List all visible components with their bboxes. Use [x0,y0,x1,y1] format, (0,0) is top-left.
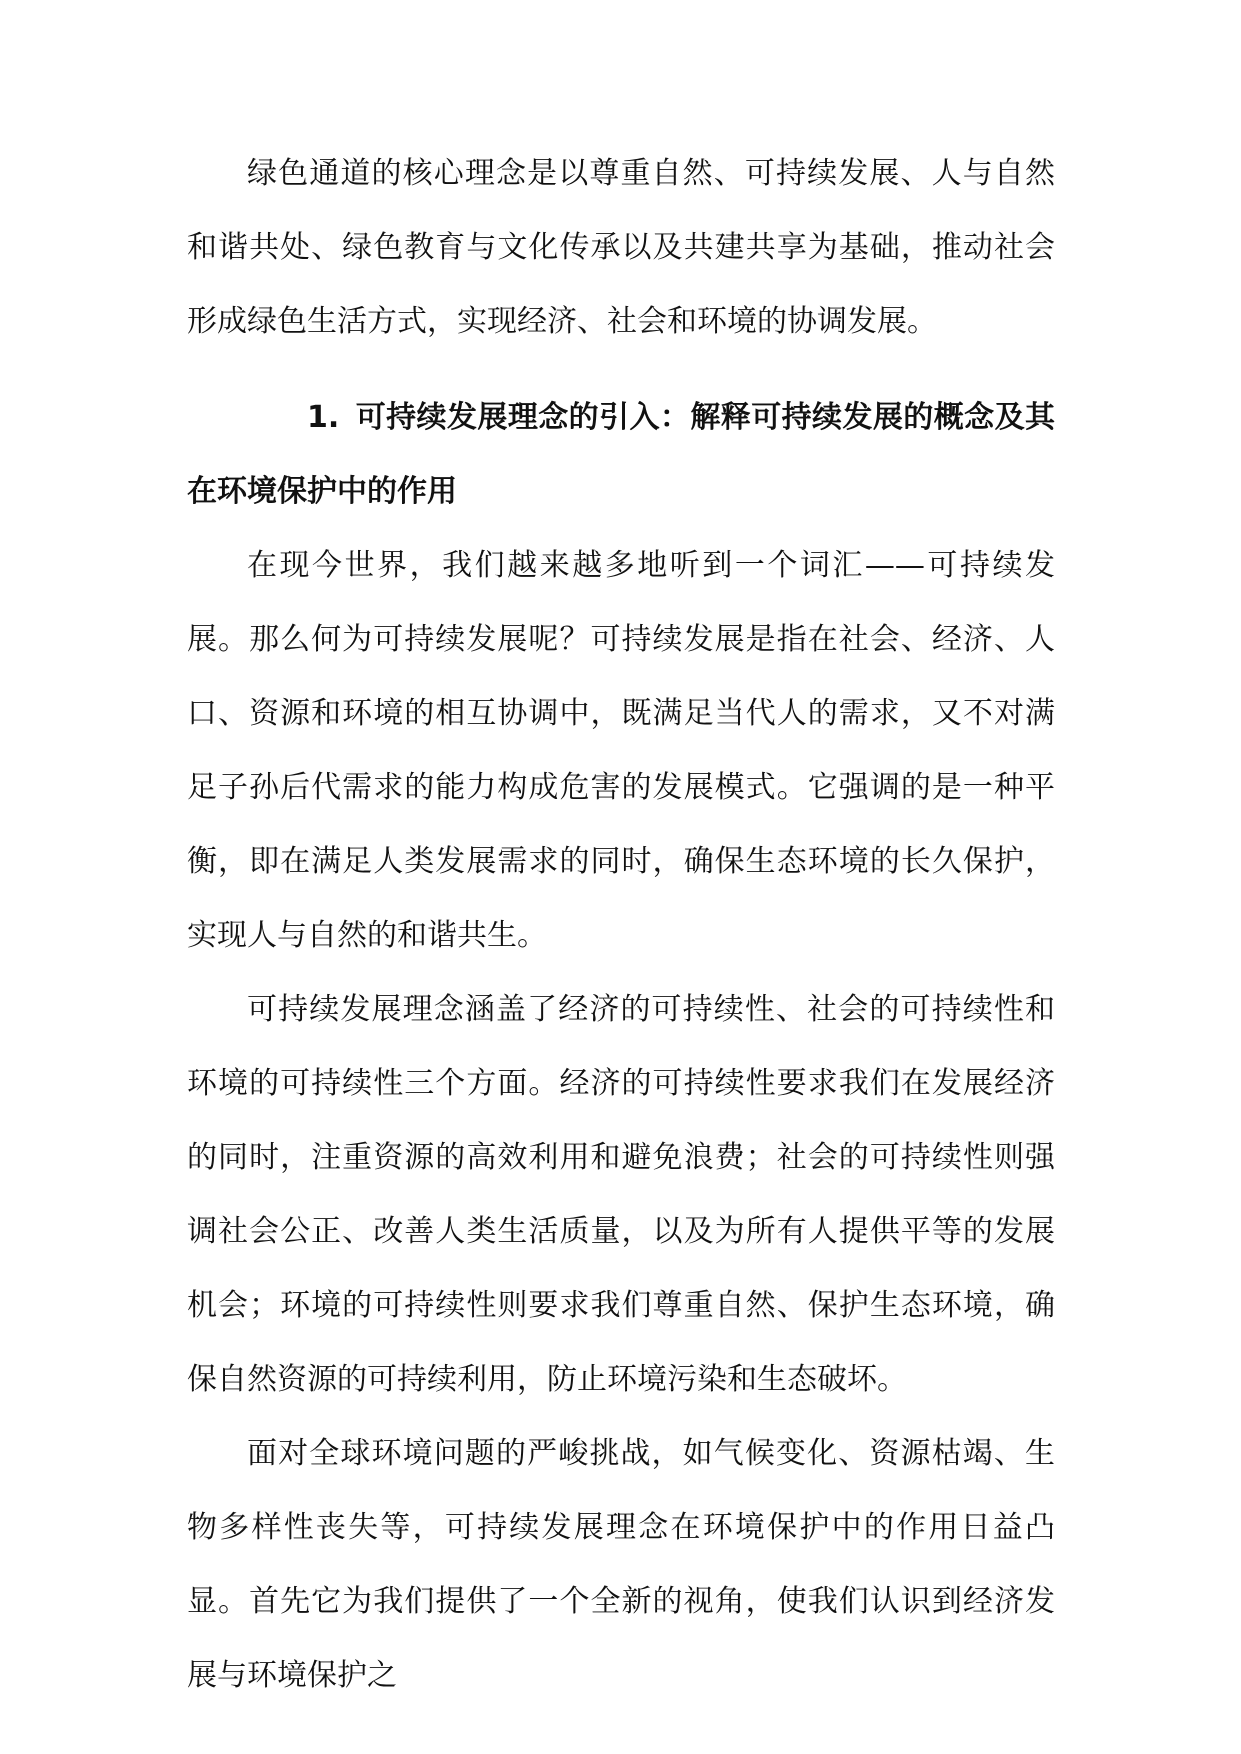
role-paragraph: 面对全球环境问题的严峻挑战，如气候变化、资源枯竭、生物多样性丧失等，可持续发展理念在环境保护中的作用日益凸显。首先它为我们提供了一个全新的视角，使我们认识到经济发展与环境保护之 [187,1436,1055,1693]
document-body [187,137,1055,1713]
aspects-paragraph: 可持续发展理念涵盖了经济的可持续性、社会的可持续性和环境的可持续性三个方面。经济的可持续性要求我们在发展经济的同时，注重资源的高效利用和避免浪费；社会的可持续性则强调社会公正、改善人类生活质量，以及为所有人提供平等的发展机会；环境的可持续性则要求我们尊重自然、保护生态环境，确保自然资源的可持续利用，防止环境污染和生态破坏。 [187,992,1055,1397]
intro-paragraph: 绿色通道的核心理念是以尊重自然、可持续发展、人与自然和谐共处、绿色教育与文化传承以及共建共享为基础，推动社会形成绿色生活方式，实现经济、社会和环境的协调发展。 [187,156,1055,339]
definition-paragraph: 在现今世界，我们越来越多地听到一个词汇——可持续发展。那么何为可持续发展呢？可持续发展是指在社会、经济、人口、资源和环境的相互协调中，既满足当代人的需求，又不对满足子孙后代需求的能力构成危害的发展模式。它强调的是一种平衡，即在满足人类发展需求的同时，确保生态环境的长久保护，实现人与自然的和谐共生。 [187,548,1055,953]
section-heading [187,381,1055,529]
section-title: 可持续发展理念的引入：解释可持续发展的概念及其在环境保护中的作用 [187,400,1055,509]
section-number: 1. [307,400,340,435]
